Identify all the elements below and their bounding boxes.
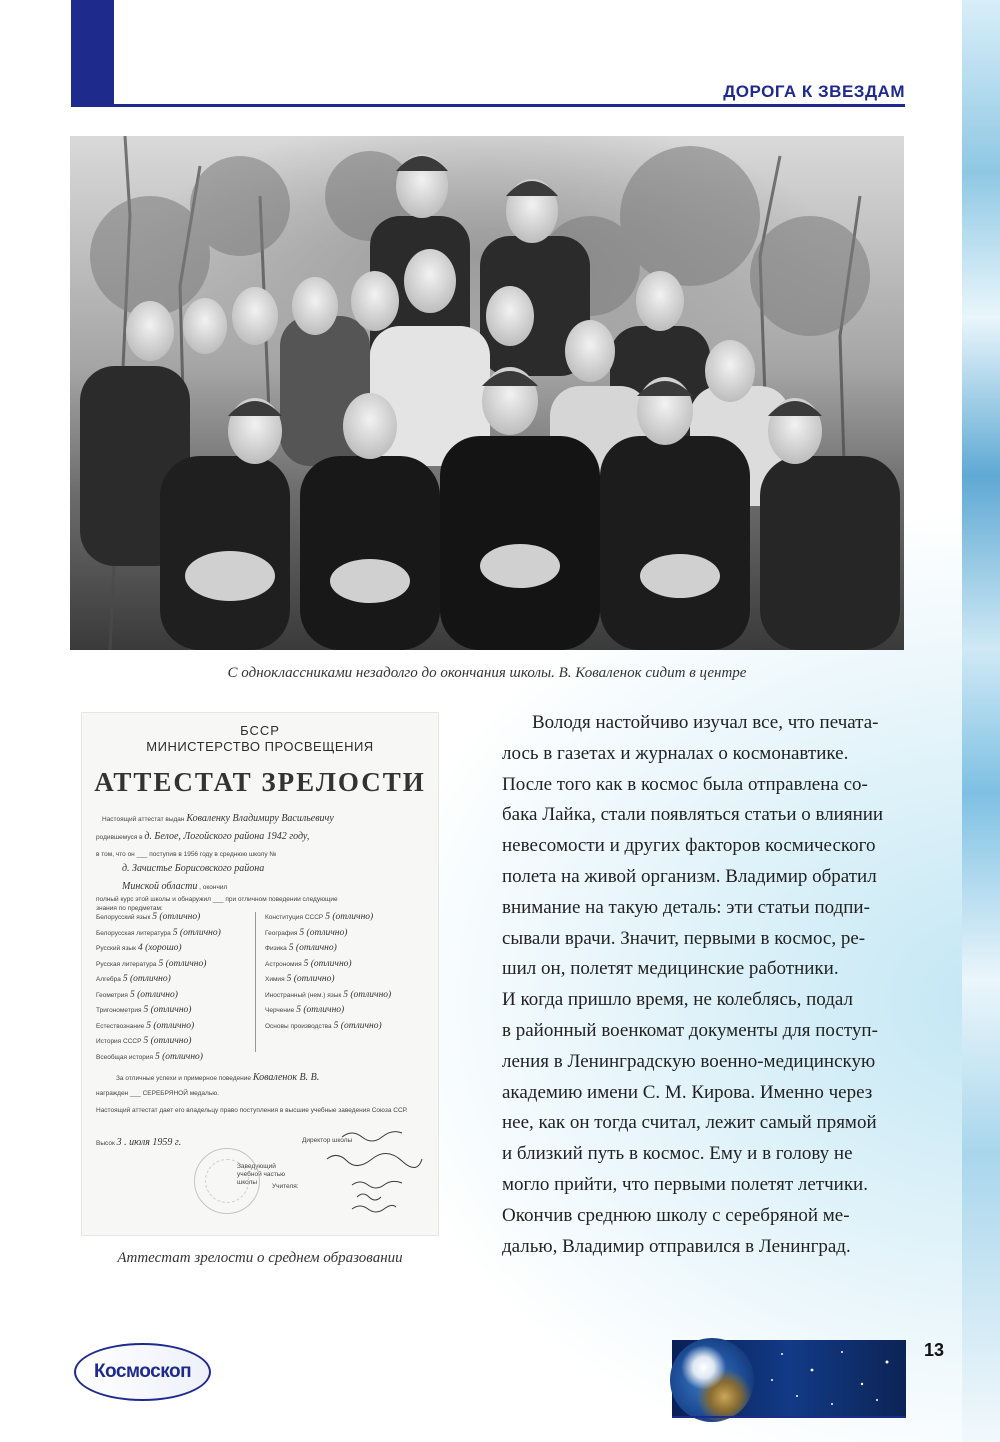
subject-row: Иностранный (нем.) язык 5 (отлично) [265,989,392,1000]
header-rule [71,104,905,107]
text-line: Окончив среднюю школу с серебряной ме- [502,1204,850,1226]
text-line: И когда пришло время, не колеблясь, подал [502,989,853,1011]
text-line: невесомости и других факторов космического [502,835,876,857]
text-line: Володя настойчиво изучал все, что печата- [532,712,879,733]
certificate-director: Директор школы [302,1137,353,1144]
page-number: 13 [924,1340,945,1360]
text-line: бака Лайка, стали появляться статьи о влиянии [502,804,884,826]
article-body [502,708,906,1262]
subject-row: История СССР 5 (отлично) [96,1036,192,1046]
certificate-line-1: Настоящий аттестат выдан Коваленку Владимиру Васильевичу [102,813,334,824]
certificate-date: Высок 3 . июля 1959 г. [96,1137,182,1148]
text-line: и близкий путь в космос. Ему и в голову не [502,1143,853,1165]
certificate-teachers: Учителя: [272,1183,299,1190]
subject-row: Основы производства 5 (отлично) [265,1020,382,1031]
subject-row: Физика 5 (отлично) [265,943,337,953]
subject-row: Естествознание 5 (отлично) [96,1020,195,1031]
footer-rule [672,1416,906,1418]
subject-row: Белорусский язык 5 (отлично) [96,912,201,922]
stamp-seal [194,1148,260,1214]
subject-row: Всеобщая история 5 (отлично) [96,1052,203,1062]
class-photo-illustration [70,136,904,650]
subject-row: Алгебра 5 (отлично) [96,974,171,984]
certificate-caption: Аттестат зрелости о среднем образовании [117,1250,403,1266]
certificate-line-7: знания по предметам: [96,905,163,912]
certificate-image [82,713,438,1235]
subject-row: Астрономия 5 (отлично) [265,958,352,969]
text-line: нее, как он тогда считал, лежит самый прямой [502,1112,877,1134]
certificate-award-line: За отличные успехи и примерное поведение Коваленок В. В. [116,1072,320,1083]
text-line: могло прийти, что первыми полетят летчики. [502,1173,868,1195]
header-color-bar [71,0,114,105]
text-line: ления в Ленинградскую военно-медицинскую [502,1050,876,1072]
photo-caption: С одноклассниками незадолго до окончания школы. В. Коваленок сидит в центре [227,665,747,681]
section-title: ДОРОГА К ЗВЕЗДАМ [723,82,905,101]
certificate-line-2: родившемуся в д. Белое, Логойского района 1942 году, [96,831,310,842]
text-line: После того как в космос была отправлена со- [502,773,868,795]
decorative-side-strip [962,0,1000,1442]
class-photo [70,136,904,650]
certificate-head: Заведующий учебной частью школы [237,1163,286,1186]
certificate-line-5: Минской области , окончил [122,881,228,892]
subject-row: География 5 (отлично) [265,927,348,938]
certificate-ministry: МИНИСТЕРСТВО ПРОСВЕЩЕНИЯ [146,739,374,754]
certificate-rights: Настоящий аттестат дает его владельцу право поступления в высшие учебные заведения Союза ССР. [96,1107,408,1114]
certificate-line-6: полный курс этой школы и обнаружил ___ при отличном поведении следующие [96,896,338,903]
text-line: далью, Владимир отправился в Ленинград. [502,1235,851,1257]
certificate-subjects-right [265,912,426,1052]
text-line: лось в газетах и журналах о космонавтике. [502,742,849,764]
subject-row: Конституция СССР 5 (отлично) [265,912,374,922]
subject-row: Химия 5 (отлично) [265,974,335,984]
earth-globe-icon [670,1338,754,1422]
text-line: в районный военкомат документы для поступ- [502,1019,878,1041]
subject-row: Белорусская литература 5 (отлично) [96,927,221,938]
text-line: академию имени С. М. Кирова. Именно через [502,1081,873,1103]
certificate-column-divider [255,912,256,1052]
subject-row: Русская литература 5 (отлично) [96,958,207,969]
text-line: внимание на такую деталь: эти статьи подпи- [502,896,870,918]
text-line: сывали врачи. Значит, первыми в космос, ре- [502,927,866,949]
subject-row: Черчение 5 (отлично) [265,1005,345,1015]
certificate-award-line-2: награжден ___ СЕРЕБРЯНОЙ медалью. [96,1090,219,1097]
certificate-subjects-left [96,912,257,1052]
logo-text: Космоскоп [93,1361,192,1382]
certificate-title: АТТЕСТАТ ЗРЕЛОСТИ [94,767,426,797]
text-line: шил он, полетят медицинские работники. [502,958,839,980]
certificate-line-4: д. Зачистье Борисовского района [122,863,265,874]
text-line: полета на живой организм. Владимир обратил [502,865,877,887]
subject-row: Геометрия 5 (отлично) [96,989,178,1000]
subject-row: Тригонометрия 5 (отлично) [96,1005,192,1015]
certificate-republic: БССР [240,723,280,738]
certificate-subjects [96,912,426,1052]
subject-row: Русский язык 4 (хорошо) [96,943,182,953]
certificate-signatures [282,1123,432,1223]
kosmoskop-logo [74,1343,211,1401]
certificate-line-3: в том, что он ___ поступив в 1956 году в среднюю школу № [96,851,277,858]
